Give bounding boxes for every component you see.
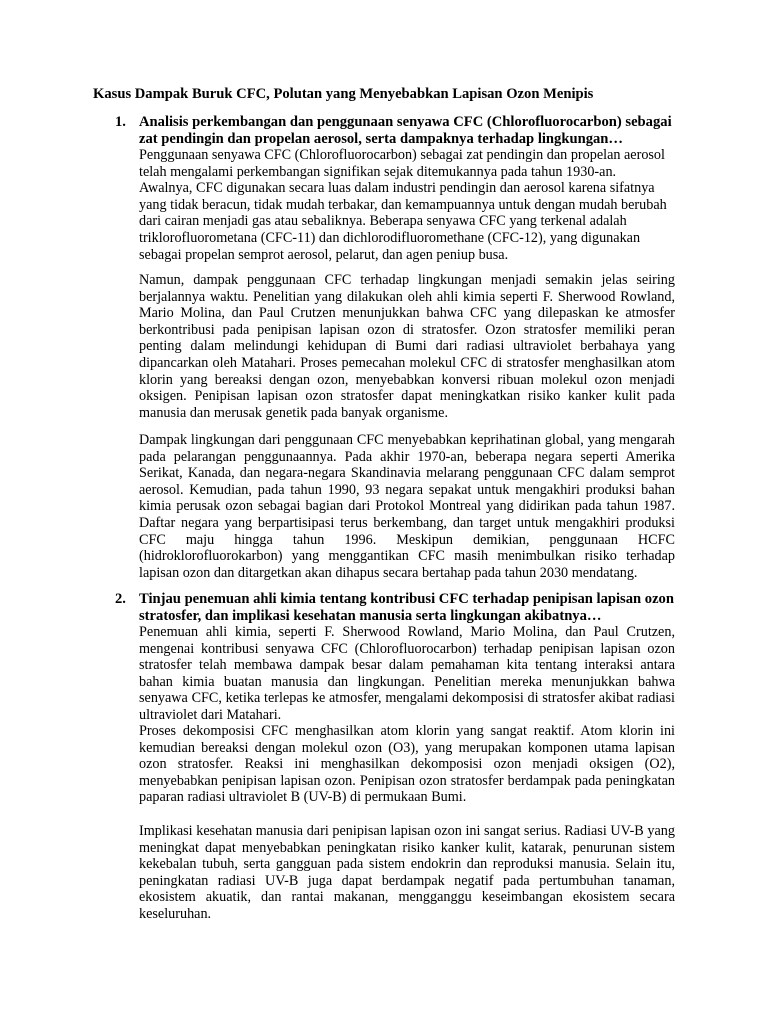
- paragraph: Penemuan ahli kimia, seperti F. Sherwood Rowland, Mario Molina, dan Paul Crutzen, mengenai kontribusi senyawa CFC (Chlorofluorocarbon) terhadap penipisan lapisan ozon stratosfer telah membawa dampak besar dalam pemahaman kita tentang interaksi antara bahan kimia buatan manusia dan lingkungan. Penelitian mereka menunjukkan bahwa senyawa CFC, ketika terlepas ke atmosfer, mengalami dekomposisi di stratosfer akibat radiasi ultraviolet dari Matahari.: [139, 624, 675, 723]
- document-title: Kasus Dampak Buruk CFC, Polutan yang Menyebabkan Lapisan Ozon Menipis: [93, 86, 594, 102]
- section-heading: Analisis perkembangan dan penggunaan senyawa CFC (Chlorofluorocarbon) sebagai zat pendingin dan propelan aerosol, serta dampaknya terhadap lingkungan…: [139, 114, 672, 147]
- section-number: 2.: [115, 591, 126, 607]
- section-number: 1.: [115, 114, 126, 130]
- paragraph: Penggunaan senyawa CFC (Chlorofluorocarbon) sebagai zat pendingin dan propelan aerosol telah mengalami perkembangan signifikan sejak ditemukannya pada tahun 1930-an. Awalnya, CFC digunakan secara luas dalam industri pendingin dan aerosol karena sifatnya yang tidak beracun, tidak mudah terbakar, dan kemampuannya untuk dengan mudah berubah dari cairan menjadi gas atau sebaliknya. Beberapa senyawa CFC yang terkenal adalah triklorofluorometana (CFC-11) dan dichlorodifluoromethane (CFC-12), yang digunakan sebagai propelan semprot aerosol, pelarut, dan agen peniup busa.: [139, 147, 667, 263]
- paragraph: Proses dekomposisi CFC menghasilkan atom klorin yang sangat reaktif. Atom klorin ini kemudian bereaksi dengan molekul ozon (O3), yang merupakan komponen utama lapisan ozon stratosfer. Reaksi ini menghasilkan dekomposisi ozon menjadi oksigen (O2), menyebabkan penipisan lapisan ozon. Penipisan ozon stratosfer berdampak pada peningkatan paparan radiasi ultraviolet B (UV-B) di permukaan Bumi.: [139, 723, 675, 806]
- section-heading: Tinjau penemuan ahli kimia tentang kontribusi CFC terhadap penipisan lapisan ozon stratosfer, dan implikasi kesehatan manusia serta lingkungan akibatnya…: [139, 591, 674, 624]
- paragraph: Dampak lingkungan dari penggunaan CFC menyebabkan keprihatinan global, yang mengarah pada pelarangan penggunaannya. Pada akhir 1970-an, beberapa negara seperti Amerika Serikat, Kanada, dan negara-negara Skandinavia melarang penggunaan CFC dalam semprot aerosol. Kemudian, pada tahun 1990, 93 negara sepakat untuk mengakhiri produksi bahan kimia perusak ozon sebagai bagian dari Protokol Montreal yang didirikan pada tahun 1987. Daftar negara yang berpartisipasi terus berkembang, dan target untuk mengakhiri produksi CFC maju hingga tahun 1996. Meskipun demikian, penggunaan HCFC (hidroklorofluorokarbon) yang menggantikan CFC masih menimbulkan risiko terhadap lapisan ozon dan ditargetkan akan dihapus secara bertahap pada tahun 2030 mendatang.: [139, 432, 675, 581]
- paragraph: Namun, dampak penggunaan CFC terhadap lingkungan menjadi semakin jelas seiring berjalannya waktu. Penelitian yang dilakukan oleh ahli kimia seperti F. Sherwood Rowland, Mario Molina, dan Paul Crutzen menunjukkan bahwa CFC yang dilepaskan ke atmosfer berkontribusi pada penipisan lapisan ozon di stratosfer. Ozon stratosfer memiliki peran penting dalam melindungi kehidupan di Bumi dari radiasi ultraviolet berbahaya yang dipancarkan oleh Matahari. Proses pemecahan molekul CFC di stratosfer menghasilkan atom klorin yang bereaksi dengan ozon, menyebabkan konversi ribuan molekul ozon menjadi oksigen. Penipisan lapisan ozon stratosfer dapat meningkatkan risiko kanker kulit pada manusia dan merusak genetik pada banyak organisme.: [139, 272, 675, 421]
- paragraph: Implikasi kesehatan manusia dari penipisan lapisan ozon ini sangat serius. Radiasi UV-B yang meningkat dapat menyebabkan peningkatan risiko kanker kulit, katarak, penurunan sistem kekebalan tubuh, serta gangguan pada sistem endokrin dan reproduksi manusia. Selain itu, peningkatan radiasi UV-B juga dapat berdampak negatif pada pertumbuhan tanaman, ekosistem akuatik, dan rantai makanan, mengganggu keseimbangan ekosistem secara keseluruhan.: [139, 823, 675, 922]
